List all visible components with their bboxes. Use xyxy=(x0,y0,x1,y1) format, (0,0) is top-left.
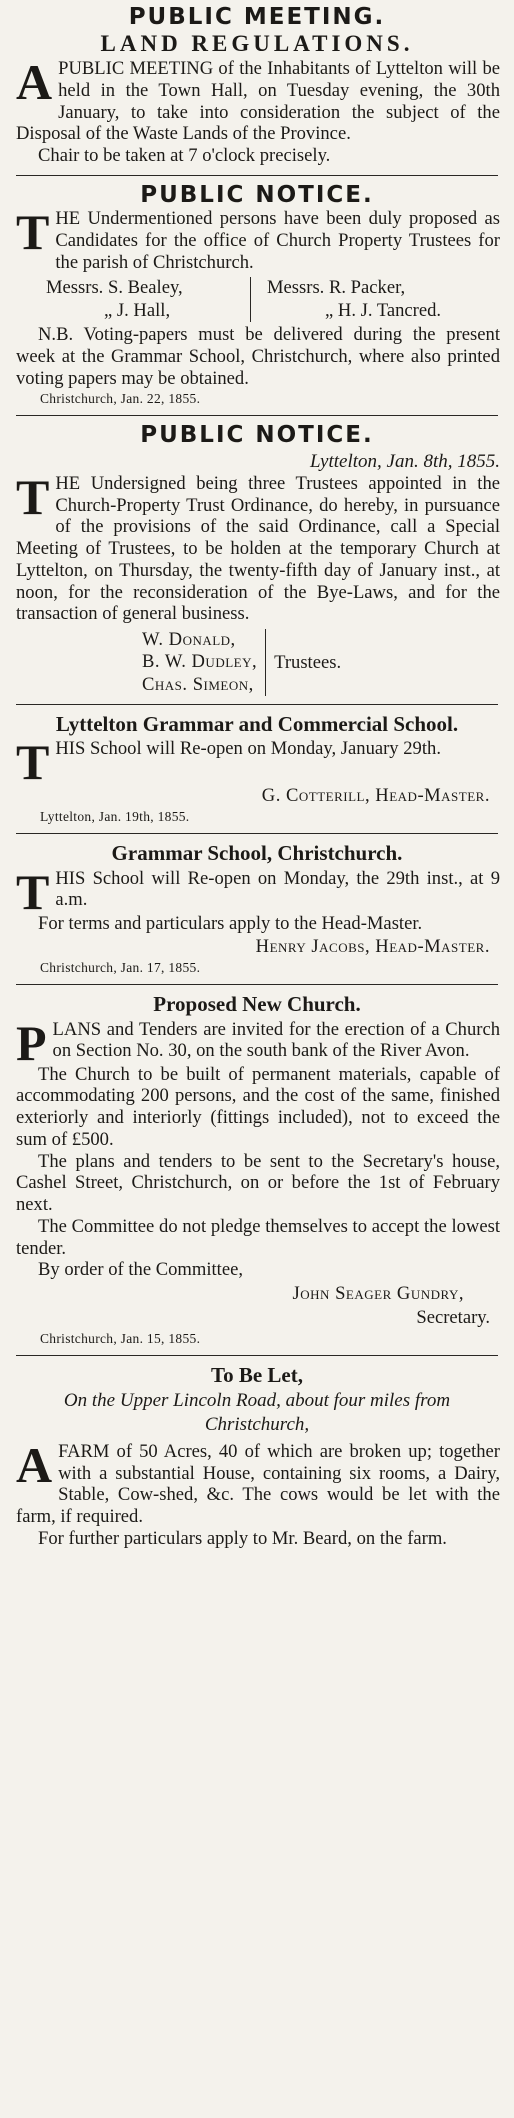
chair-note: Chair to be taken at 7 o'clock precisely. xyxy=(38,145,331,167)
christchurch-school-title: Grammar School, Christchurch. xyxy=(111,841,403,866)
committee-order: By order of the Committee, xyxy=(38,1259,244,1281)
farm-contact: For further particulars apply to Mr. Beard, on the farm. xyxy=(38,1527,447,1549)
church-materials-paragraph: The Church to be built of permanent materials, capable of accommodating 200 persons, and the cost of the same, finished exteriorly and interiorly (fittings included), not to exceed the sum of £500. xyxy=(16,1063,500,1150)
church-plans-paragraph: The plans and tenders to be sent to the Secretary's house, Cashel Street, Christchurch, on or before the 1st of February next. xyxy=(16,1150,500,1216)
voting-papers-note: N.B. Voting-papers must be delivered during the present week at the Grammar School, Christchurch, where also printed voting papers may be obtained. xyxy=(16,324,500,389)
candidates-right-column xyxy=(261,277,441,322)
trustee-name: B. W. Dudley, xyxy=(142,651,258,673)
divider xyxy=(16,833,498,834)
divider xyxy=(16,1355,498,1356)
public-meeting-ad xyxy=(10,4,504,167)
secretary-signature: John Seager Gundry, xyxy=(292,1283,464,1305)
trustees-notice-body: THE Undersigned being three Trustees appointed in the Church-Property Trust Ordinance, do hereby, in pursuance of the provisions of the said Ordinance, call a Special Meeting of Trustees, to be holden at the temporary Church at Lyttelton, on Thursday, the twenty-fifth day of January inst., at noon, for the reconsideration of the Bye-Laws, and for the transaction of general business. xyxy=(16,468,500,625)
trustees-label: Trustees. xyxy=(274,651,342,673)
drop-cap: T xyxy=(16,734,50,791)
drop-cap: A xyxy=(16,54,53,111)
christchurch-school-ad xyxy=(10,840,504,976)
dateline: Christchurch, Jan. 15, 1855. xyxy=(40,1331,201,1347)
candidates-list xyxy=(46,277,504,322)
divider xyxy=(16,175,498,176)
dateline: Christchurch, Jan. 17, 1855. xyxy=(40,960,201,976)
drop-cap: A xyxy=(16,1436,53,1493)
new-church-ad xyxy=(10,991,504,1347)
drop-cap: P xyxy=(16,1014,47,1071)
lyttelton-school-title: Lyttelton Grammar and Commercial School. xyxy=(55,711,459,736)
trustee-name: W. Donald, xyxy=(142,629,236,651)
drop-cap: T xyxy=(16,204,50,261)
candidate-name: Messrs. S. Bealey, xyxy=(46,277,183,299)
trustee-name: Chas. Simeon, xyxy=(142,673,254,695)
new-church-body: PLANS and Tenders are invited for the erection of a Church on Section No. 30, on the south bank of the River Avon. xyxy=(16,1014,500,1071)
place-date: Lyttelton, Jan. 8th, 1855. xyxy=(310,450,500,472)
headmaster-signature: G. Cotterill, Head-Master. xyxy=(261,785,490,807)
divider xyxy=(16,704,498,705)
to-let-ad xyxy=(10,1362,504,1550)
land-regulations-subheadline: LAND REGULATIONS. xyxy=(100,31,414,57)
headmaster-signature: Henry Jacobs, Head-Master. xyxy=(255,936,490,958)
candidates-left-column xyxy=(46,277,244,322)
trustee-names xyxy=(142,629,266,696)
drop-cap: T xyxy=(16,863,50,920)
farm-location: On the Upper Lincoln Road, about four miles from Christchurch, xyxy=(63,1390,451,1436)
candidate-name: Messrs. R. Packer, xyxy=(267,277,406,299)
secretary-role: Secretary. xyxy=(416,1307,490,1329)
public-meeting-body: APUBLIC MEETING of the Inhabitants of Lyttelton will be held in the Town Hall, on Tuesday evening, the 30th January, to take into consideration the subject of the Disposal of the Waste Lands of the Province. xyxy=(16,54,500,145)
candidate-name: „ H. J. Tancred. xyxy=(325,299,442,321)
trustee-signatures xyxy=(142,629,504,696)
public-notice-headline: PUBLIC NOTICE. xyxy=(140,181,374,208)
candidates-notice-ad xyxy=(10,182,504,408)
lyttelton-school-ad xyxy=(10,711,504,825)
farm-body: AFARM of 50 Acres, 40 of which are broken up; together with a substantial House, containing six rooms, a Dairy, Stable, Cow-shed, &c. The cows would be let with the farm, if required. xyxy=(16,1436,500,1528)
dateline: Lyttelton, Jan. 19th, 1855. xyxy=(40,809,190,825)
church-tender-paragraph: The Committee do not pledge themselves to accept the lowest tender. xyxy=(16,1215,500,1259)
drop-cap: T xyxy=(16,468,50,525)
christchurch-school-body: THIS School will Re-open on Monday, the 29th inst., at 9 a.m. xyxy=(16,863,500,920)
trustees-notice-ad xyxy=(10,422,504,696)
bracket-divider xyxy=(250,277,251,322)
divider xyxy=(16,415,498,416)
newspaper-page xyxy=(10,0,504,1550)
public-notice-headline: PUBLIC NOTICE. xyxy=(140,422,374,449)
candidate-name: „ J. Hall, xyxy=(104,299,171,321)
terms-note: For terms and particulars apply to the Head-Master. xyxy=(38,912,423,934)
candidates-notice-body: THE Undermentioned persons have been duly proposed as Candidates for the office of Church Property Trustees for the parish of Christchurch. xyxy=(16,204,500,273)
divider xyxy=(16,984,498,985)
to-let-title: To Be Let, xyxy=(211,1363,303,1388)
lyttelton-school-body: THIS School will Re-open on Monday, January 29th. xyxy=(16,734,441,791)
dateline: Christchurch, Jan. 22, 1855. xyxy=(40,391,201,407)
new-church-title: Proposed New Church. xyxy=(153,992,361,1017)
public-meeting-headline: PUBLIC MEETING. xyxy=(128,4,386,30)
